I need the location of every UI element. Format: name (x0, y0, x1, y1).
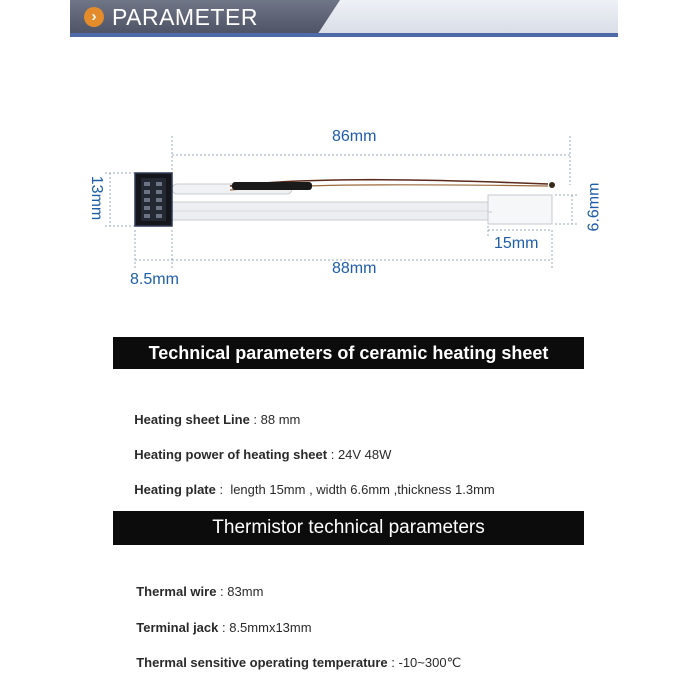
spec-value: 8.5mmx13mm (229, 620, 312, 635)
spec-label: Heating plate (134, 482, 216, 497)
dim-connector-height: 13mm (88, 175, 106, 221)
spec-label: Thermal wire (136, 584, 217, 599)
spec-label: Heating power of heating sheet (134, 447, 328, 462)
section-title-thermistor: Thermistor technical parameters (113, 511, 584, 545)
spec-separator: : (249, 412, 261, 427)
spec-row (129, 640, 461, 671)
section-title-heating-sheet: Technical parameters of ceramic heating sheet (113, 337, 584, 369)
header-title: PARAMETER (112, 4, 258, 30)
spec-row (127, 432, 391, 462)
spec-label: Thermal sensitive operating temperature (136, 655, 388, 670)
product-dimension-diagram (0, 100, 688, 310)
dim-plate-length: 15mm (494, 235, 539, 252)
section-header (70, 0, 618, 38)
spec-separator: : (387, 655, 399, 670)
spec-label: Heating sheet Line (134, 412, 250, 427)
spec-separator: : (327, 447, 338, 462)
dim-bottom-length: 88mm (332, 260, 377, 277)
spec-separator: : (218, 620, 230, 635)
spec-value: length 15mm , width 6.6mm ,thickness 1.3mm (230, 482, 495, 497)
chevron-right-icon: › (84, 7, 104, 27)
spec-value: 83mm (227, 584, 264, 599)
spec-row (127, 467, 495, 497)
dim-top-length: 86mm (332, 128, 377, 145)
spec-value: 88 mm (260, 412, 301, 427)
dim-plate-height: 6.6mm (585, 182, 603, 232)
spec-separator: : (215, 482, 231, 497)
spec-row (129, 605, 312, 635)
spec-label: Terminal jack (136, 620, 219, 635)
spec-value: -10~300℃ (398, 655, 462, 670)
spec-row (129, 569, 263, 599)
spec-separator: : (216, 584, 228, 599)
spec-value: 24V 48W (337, 447, 392, 462)
spec-row (127, 397, 300, 427)
dim-connector-width: 8.5mm (130, 271, 179, 288)
header-underline (70, 33, 618, 37)
